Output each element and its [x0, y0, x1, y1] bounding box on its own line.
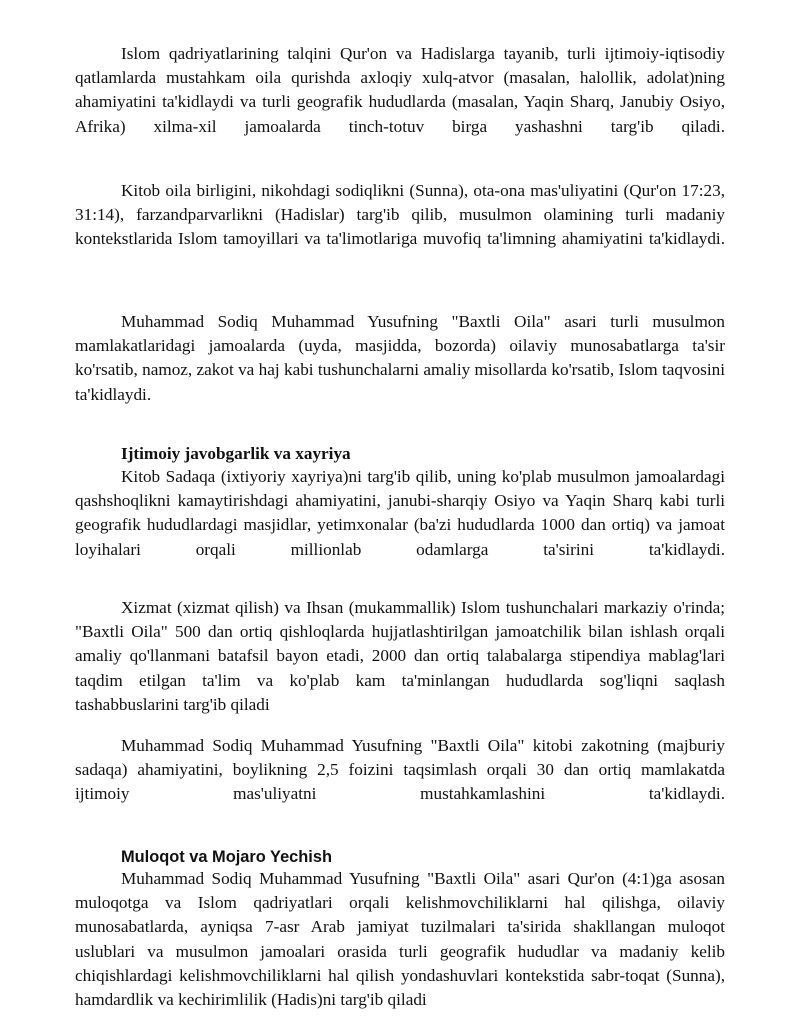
paragraph-text: Xizmat (xizmat qilish) va Ihsan (mukammallik) Islom tushunchalari markaziy o'rinda; "Baxtli Oila" 500 dan ortiq qishloqlarda hujjatlashtirilgan jamoatchilik bilan ishlash orqali amaliy qo'llanmani batafsil bayon etadi, 2000 dan ortiq talabalarga stipendiya mablag'lari taqdim etilgan ta'lim va ko'plab kam ta'minlangan hududlarda sog'liqni saqlash tashabbuslarini targ'ib qiladi	[75, 598, 725, 714]
heading-social-responsibility: Ijtimoiy javobgarlik va xayriya	[121, 444, 351, 463]
paragraph-text: Muhammad Sodiq Muhammad Yusufning "Baxtli Oila" asari Qur'on (4:1)ga asosan muloqotga va Islom qadriyatlari orqali kelishmovchiliklarni hal qilishga, oilaviy munosabatlarda, ayniqsa 7-asr Arab jamiyat tuzilmalari ta'sirida shakllangan muloqot uslublari va musulmon jamoalari orasida turli geografik hududlar va madaniy kelib chiqishlardagi kelishmovchiliklarni hal qilish yondashuvlari kontekstida sabr-toqat (Sunna), hamdardlik va kechirimlilik (Hadis)ni targ'ib qiladi	[75, 869, 725, 1010]
paragraph-text: Muhammad Sodiq Muhammad Yusufning "Baxtli Oila" kitobi zakotning (majburiy sadaqa) ahamiyatini, boylikning 2,5 foizini taqsimlash orqali 30 dan ortiq mamlakatda ijtimoiy mas'uliyatni mustahkamlashini ta'kidlaydi.	[75, 736, 725, 804]
paragraph-text: Muhammad Sodiq Muhammad Yusufning "Baxtli Oila" asari turli musulmon mamlakatlaridagi jamoalarda (uyda, masjidda, bozorda) oilaviy munosabatlarga ta'sir ko'rsatib, namoz, zakot va haj kabi tushunchalarni amaliy misollarda ko'rsatib, Islom taqvosini ta'kidlaydi.	[75, 312, 725, 404]
paragraph-text: Islom qadriyatlarining talqini Qur'on va Hadislarga tayanib, turli ijtimoiy-iqtisodiy qatlamlarda mustahkam oila qurishda axloqiy xulq-atvor (masalan, halollik, adolat)ning ahamiyatini ta'kidlaydi va turli geografik hududlarda (masalan, Yaqin Sharq, Janubiy Osiyo, Afrika) xilma-xil jamoalarda tinch-totuv birga yashashni targ'ib qiladi.	[75, 44, 725, 136]
paragraph-zakat	[75, 734, 725, 807]
heading-communication: Muloqot va Mojaro Yechish	[121, 848, 332, 866]
paragraph-family-unity	[75, 179, 725, 252]
paragraph-text: Kitob oila birligini, nikohdagi sodiqlikni (Sunna), ota-ona mas'uliyatini (Qur'on 17:23, 31:14), farzandparvarlikni (Hadislar) targ'ib qilib, musulmon olamining turli madaniy kontekstlarida Islom tamoyillari va ta'limotlariga muvofiq ta'limning ahamiyatini ta'kidlaydi.	[75, 181, 725, 249]
paragraph-piety	[75, 310, 725, 407]
paragraph-sadaqa	[75, 465, 725, 562]
paragraph-khidmat-ihsan	[75, 596, 725, 717]
paragraph-communication	[75, 867, 725, 1012]
paragraph-text: Kitob Sadaqa (ixtiyoriy xayriya)ni targ'ib qilib, uning ko'plab musulmon jamoalardagi qashshoqlikni kamaytirishdagi ahamiyatini, janubi-sharqiy Osiyo va Yaqin Sharq kabi turli geografik hududlardagi masjidlar, yetimxonalar (ba'zi hududlarda 1000 dan ortiq) va jamoat loyihalari orqali millionlab odamlarga ta'sirini ta'kidlaydi.	[75, 467, 725, 559]
paragraph-islamic-values	[75, 42, 725, 139]
